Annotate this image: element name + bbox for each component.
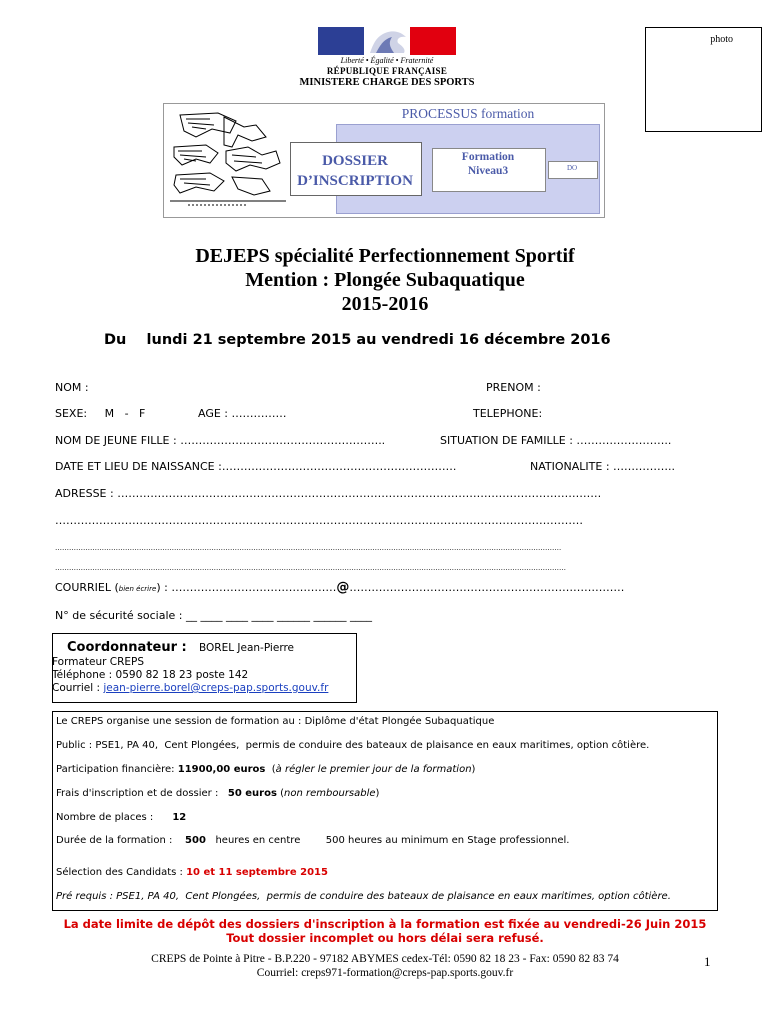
- info-selection: [56, 867, 328, 878]
- info-frais: [56, 788, 379, 799]
- frais-label: Frais d'inscription et de dossier :: [56, 788, 228, 799]
- title-line3: 2015-2016: [341, 293, 429, 315]
- title-line1: DEJEPS spécialité Perfectionnement Sportif: [195, 245, 575, 267]
- securite-sociale-field[interactable]: N° de sécurité sociale : __ ____ ____ ____ ______ ______ ____: [55, 609, 372, 622]
- training-dates: Du lundi 21 septembre 2015 au vendredi 16 décembre 2016: [104, 332, 611, 348]
- duree-details: heures en centre 500 heures au minimum en Stage professionnel.: [205, 835, 570, 846]
- info-prerequis: Pré requis : PSE1, PA 40, Cent Plongées, permis de conduire des bateaux de plaisance en eaux maritimes, option côtière.: [56, 891, 671, 902]
- title-line2: Mention : Plongée Subaquatique: [245, 269, 525, 291]
- prenom-field[interactable]: PRENOM :: [486, 381, 541, 394]
- participation-label: Participation financière:: [56, 764, 178, 775]
- courriel-field[interactable]: [55, 580, 624, 595]
- selection-label: Sélection des Candidats :: [56, 867, 187, 878]
- coordinator-email-label: Courriel :: [52, 682, 104, 694]
- coordinator-name: BOREL Jean-Pierre: [199, 642, 294, 654]
- diver-drawing-icon: [166, 107, 290, 215]
- coordinator-heading: Coordonnateur :: [67, 640, 187, 655]
- info-public: Public : PSE1, PA 40, Cent Plongées, permis de conduire des bateaux de plaisance en eaux maritimes, option côtière.: [56, 740, 650, 751]
- dossier-inscription-label: [290, 151, 420, 191]
- age-field[interactable]: AGE : ……………: [198, 407, 287, 420]
- deadline-line1: La date limite de dépôt des dossiers d'inscription à la formation est fixée au vendredi-26 Juin 2015: [63, 917, 707, 931]
- duree-label: Durée de la formation :: [56, 835, 186, 846]
- do-label: DO: [566, 164, 578, 172]
- document-title: [60, 244, 710, 316]
- frais-close: ): [375, 788, 380, 799]
- places-value: 12: [172, 812, 187, 823]
- courriel-domain: …………………………………………………………………: [349, 581, 625, 594]
- places-label: Nombre de places :: [56, 812, 173, 823]
- info-participation: [56, 764, 475, 775]
- participation-close: ): [471, 764, 476, 775]
- courriel-label: COURRIEL (: [55, 581, 119, 594]
- photo-label: photo: [710, 34, 733, 45]
- coordinator-role: Formateur CREPS: [52, 656, 145, 668]
- participation-note: à régler le premier jour de la formation: [275, 764, 472, 775]
- formation-level-label: [432, 150, 544, 178]
- deadline-line2: Tout dossier incomplet ou hors délai sera refusé.: [226, 931, 544, 945]
- situation-famille-field[interactable]: SITUATION DE FAMILLE : ……………………..: [440, 434, 672, 447]
- frais-amount: 50 euros: [227, 788, 277, 799]
- deadline-notice: [40, 917, 730, 945]
- formation-line2: Niveau3: [467, 165, 509, 177]
- dossier-line2: D’INSCRIPTION: [297, 173, 413, 189]
- footer-address: [60, 952, 710, 980]
- frais-open: (: [276, 788, 285, 799]
- participation-open: (: [265, 764, 276, 775]
- info-places: [56, 812, 186, 823]
- coordinator-email-link[interactable]: jean-pierre.borel@creps-pap.sports.gouv.fr: [103, 682, 329, 694]
- page-number: 1: [704, 954, 711, 969]
- ministry-name: MINISTERE CHARGE DES SPORTS: [299, 77, 475, 88]
- participation-amount: 11900,00 euros: [177, 764, 266, 775]
- nom-jeune-fille-field[interactable]: NOM DE JEUNE FILLE : ………………………………………………..: [55, 434, 386, 447]
- courriel-local-part: ) : ………………………………………: [156, 581, 337, 594]
- duree-value: 500: [185, 835, 206, 846]
- dossier-line1: DOSSIER: [322, 153, 388, 169]
- coordinator-email-line: [52, 682, 328, 694]
- at-sign: @: [336, 580, 350, 595]
- selection-dates: 10 et 11 septembre 2015: [186, 867, 328, 878]
- adresse-field[interactable]: ADRESSE : ……………………………………………………………………………………………………………………: [55, 487, 602, 500]
- frais-note: non remboursable: [284, 788, 376, 799]
- coordinator-phone: Téléphone : 0590 82 18 23 poste 142: [52, 669, 249, 681]
- adresse-line4[interactable]: …………………………………………………………………………………………………………………………………………………………………………………………………: [55, 564, 566, 572]
- republic-name: RÉPUBLIQUE FRANÇAISE: [326, 66, 448, 76]
- sexe-field[interactable]: SEXE: M - F: [55, 407, 146, 420]
- naissance-field[interactable]: DATE ET LIEU DE NAISSANCE :……………………………………………………….: [55, 460, 457, 473]
- footer-email-line: Courriel: creps971-formation@creps-pap.sports.gouv.fr: [256, 967, 514, 979]
- formation-line1: Formation: [461, 151, 515, 163]
- republic-motto: Liberté • Égalité • Fraternité: [340, 56, 434, 65]
- adresse-line3[interactable]: ……………………………………………………………………………………………………………………………………………………………………………………………….: [55, 544, 562, 552]
- info-diploma: Le CREPS organise une session de formation au : Diplôme d'état Plongée Subaquatique: [56, 716, 495, 727]
- marianne-logo: [318, 27, 456, 55]
- processus-title: PROCESSUS formation: [401, 106, 535, 121]
- footer-address-line1: CREPS de Pointe à Pitre - B.P.220 - 97182 ABYMES cedex-Tél: 0590 82 18 23 - Fax: 0590 82 83 74: [151, 953, 619, 965]
- courriel-note: bien écrire: [118, 585, 157, 593]
- photo-box: [645, 27, 762, 132]
- telephone-field[interactable]: TELEPHONE:: [473, 407, 543, 420]
- info-duree: [56, 835, 569, 846]
- nom-field[interactable]: NOM :: [55, 381, 89, 394]
- nationalite-field[interactable]: NATIONALITE : ……………..: [530, 460, 676, 473]
- adresse-line2[interactable]: ………………………………………………………………………………………………………………………………: [55, 514, 583, 527]
